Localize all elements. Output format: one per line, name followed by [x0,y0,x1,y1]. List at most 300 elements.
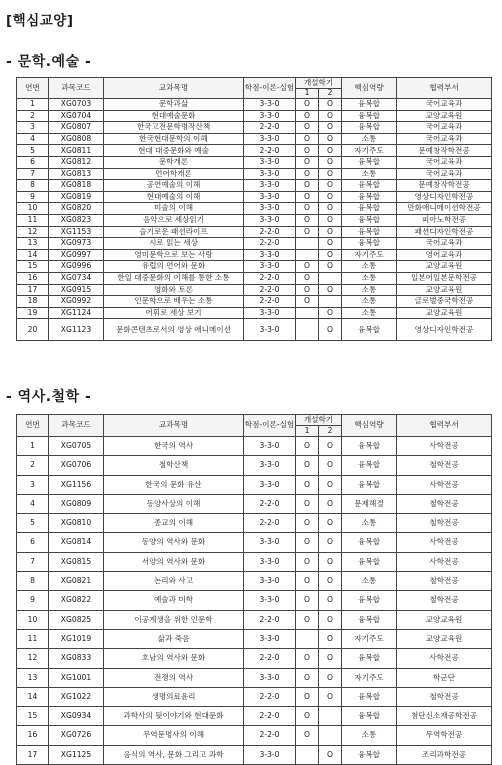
cell-competency: 자기주도 [342,249,397,261]
cell-credit: 3-3-0 [244,168,296,180]
cell-sem1: O [296,272,319,284]
cell-sem1: O [296,649,319,668]
cell-name: 이공계생을 위한 인문학 [104,610,244,629]
cell-dept: 사학전공 [397,475,492,494]
cell-dept: 철학전공 [397,494,492,513]
cell-name: 한국고전문학명작산책 [104,122,244,134]
cell-dept: 교양교육원 [397,629,492,648]
table-row [17,122,492,134]
cell-competency: 융복합 [342,437,397,456]
cell-no: 6 [17,533,49,552]
cell-name: 한국현대문학의 이해 [104,133,244,145]
cell-dept: 사학전공 [397,649,492,668]
cell-competency: 융복합 [342,156,397,168]
cell-competency: 자기주도 [342,145,397,157]
cell-dept: 문예창작학전공 [397,145,492,157]
cell-sem1: O [296,726,319,745]
cell-no: 8 [17,572,49,591]
history-philosophy-table-body [17,437,492,765]
cell-dept: 사학전공 [397,533,492,552]
cell-competency: 융복합 [342,456,397,475]
header-no: 연번 [17,415,49,437]
cell-name: 슬기로운 패션라이프 [104,226,244,238]
cell-sem1: O [296,296,319,308]
cell-sem2: O [319,319,342,341]
cell-name: 어휘로 세상 보기 [104,307,244,319]
cell-dept: 국어교육과 [397,122,492,134]
cell-competency: 융복합 [342,591,397,610]
cell-sem2 [319,726,342,745]
cell-competency: 융복합 [342,552,397,571]
cell-name: 한일 대중문화의 이해를 통한 소통 [104,272,244,284]
cell-no: 1 [17,99,49,111]
cell-code: XG1022 [49,687,104,706]
cell-dept: 무역학전공 [397,726,492,745]
cell-sem1 [296,629,319,648]
header-competency: 핵심역량 [342,78,397,99]
cell-sem2: O [319,226,342,238]
cell-sem1: O [296,533,319,552]
cell-sem2: O [319,591,342,610]
cell-code: XG0813 [49,168,104,180]
cell-code: XG0808 [49,133,104,145]
cell-sem1 [296,307,319,319]
cell-credit: 2-2-0 [244,226,296,238]
cell-sem1: O [296,514,319,533]
cell-credit: 2-2-0 [244,707,296,726]
cell-name: 음식의 역사, 문화 그리고 과학 [104,745,244,764]
table-row [17,437,492,456]
table-row [17,203,492,215]
cell-credit: 2-2-0 [244,514,296,533]
cell-sem1: O [296,156,319,168]
cell-credit: 2-2-0 [244,494,296,513]
header-name: 교과목명 [104,415,244,437]
cell-name: 공연예술의 이해 [104,180,244,192]
header-sem1: 1 [296,426,319,437]
cell-sem1: O [296,437,319,456]
section-title-literature-arts: - 문학.예술 - [6,54,92,70]
cell-name: 예술과 미학 [104,591,244,610]
cell-competency: 융복합 [342,122,397,134]
cell-code: XG0996 [49,261,104,273]
cell-no: 2 [17,456,49,475]
table-row [17,475,492,494]
cell-credit: 2-2-0 [244,122,296,134]
table-row [17,649,492,668]
cell-sem1 [296,745,319,764]
literature-arts-table-body [17,99,492,341]
cell-code: XG0812 [49,156,104,168]
cell-name: 현대 대중문화와 예술 [104,145,244,157]
cell-no: 13 [17,238,49,250]
cell-dept: 교양교육원 [397,284,492,296]
cell-dept: 국어교육과 [397,168,492,180]
cell-sem2 [319,296,342,308]
cell-no: 5 [17,514,49,533]
cell-sem1 [296,249,319,261]
cell-dept: 패션디자인학전공 [397,226,492,238]
table-row [17,591,492,610]
cell-name: 동양의 역사와 문화 [104,533,244,552]
cell-sem1: O [296,456,319,475]
cell-code: XG0820 [49,203,104,215]
cell-no: 12 [17,649,49,668]
cell-code: XG0997 [49,249,104,261]
cell-sem1: O [296,180,319,192]
cell-credit: 3-3-0 [244,745,296,764]
cell-competency: 융복합 [342,707,397,726]
cell-credit: 3-3-0 [244,261,296,273]
table-row [17,284,492,296]
cell-dept: 국어교육과 [397,238,492,250]
cell-code: XG1124 [49,307,104,319]
cell-competency: 융복합 [342,238,397,250]
table-row [17,319,492,341]
cell-no: 18 [17,296,49,308]
cell-sem2: O [319,745,342,764]
cell-competency: 융복합 [342,110,397,122]
cell-dept: 사학전공 [397,552,492,571]
cell-dept: 국어교육과 [397,156,492,168]
cell-sem1: O [296,145,319,157]
cell-sem2: O [319,456,342,475]
cell-code: XG1123 [49,319,104,341]
cell-sem2: O [319,572,342,591]
table-row [17,226,492,238]
cell-code: XG1019 [49,629,104,648]
cell-competency: 융복합 [342,203,397,215]
cell-sem2: O [319,180,342,192]
table-row [17,629,492,648]
cell-sem1: O [296,191,319,203]
cell-competency: 융복합 [342,99,397,111]
cell-credit: 3-3-0 [244,133,296,145]
cell-sem1 [296,319,319,341]
cell-sem2: O [319,649,342,668]
cell-code: XG0915 [49,284,104,296]
cell-credit: 3-3-0 [244,180,296,192]
cell-dept: 철학전공 [397,572,492,591]
cell-competency: 소통 [342,572,397,591]
cell-name: 유럽의 언어와 문화 [104,261,244,273]
header-dept: 협력부서 [397,415,492,437]
cell-name: 과학사의 뒷이야기와 현대문화 [104,707,244,726]
cell-no: 12 [17,226,49,238]
cell-code: XG0814 [49,533,104,552]
cell-name: 삶과 죽음 [104,629,244,648]
cell-name: 전쟁의 역사 [104,668,244,687]
cell-dept: 철학전공 [397,687,492,706]
cell-no: 17 [17,284,49,296]
cell-sem2: O [319,307,342,319]
cell-sem1: O [296,610,319,629]
cell-name: 논리와 사고 [104,572,244,591]
cell-no: 3 [17,475,49,494]
cell-sem2: O [319,668,342,687]
cell-sem2: O [319,514,342,533]
cell-no: 17 [17,745,49,764]
cell-sem1: O [296,133,319,145]
cell-sem1: O [296,214,319,226]
cell-dept: 글로벌중국학전공 [397,296,492,308]
header-credit: 학점-이론-실험 [244,78,296,99]
header-sem2: 2 [319,88,342,99]
cell-no: 10 [17,610,49,629]
cell-sem1 [296,238,319,250]
cell-credit: 3-3-0 [244,475,296,494]
cell-credit: 3-3-0 [244,156,296,168]
cell-dept: 영어교육과 [397,249,492,261]
cell-code: XG0734 [49,272,104,284]
cell-dept: 학군단 [397,668,492,687]
cell-no: 9 [17,591,49,610]
cell-sem1: O [296,475,319,494]
cell-code: XG0815 [49,552,104,571]
cell-competency: 소통 [342,296,397,308]
page-title: [핵심교양] [6,13,74,29]
table-row [17,214,492,226]
cell-name: 무역문명사의 이해 [104,726,244,745]
cell-no: 19 [17,307,49,319]
cell-name: 생명의료윤리 [104,687,244,706]
table-row [17,707,492,726]
cell-credit: 2-2-0 [244,238,296,250]
table-row [17,249,492,261]
table-row [17,552,492,571]
cell-competency: 소통 [342,307,397,319]
cell-no: 14 [17,249,49,261]
cell-sem1: O [296,591,319,610]
cell-dept: 첨단신소재공학전공 [397,707,492,726]
cell-competency: 소통 [342,133,397,145]
cell-competency: 융복합 [342,533,397,552]
cell-sem2: O [319,133,342,145]
table-row [17,687,492,706]
cell-name: 영화와 토론 [104,284,244,296]
cell-competency: 소통 [342,284,397,296]
cell-sem2: O [319,110,342,122]
header-sem1: 1 [296,88,319,99]
cell-credit: 3-3-0 [244,214,296,226]
cell-name: 동양사상의 이해 [104,494,244,513]
table-row [17,572,492,591]
cell-sem2: O [319,156,342,168]
cell-credit: 3-3-0 [244,249,296,261]
cell-name: 미술의 이해 [104,203,244,215]
cell-sem1: O [296,122,319,134]
cell-dept: 일본어일본문학전공 [397,272,492,284]
cell-sem2: O [319,203,342,215]
cell-credit: 3-3-0 [244,533,296,552]
cell-code: XG0934 [49,707,104,726]
cell-sem2: O [319,238,342,250]
table-row [17,156,492,168]
cell-code: XG1001 [49,668,104,687]
cell-sem1: O [296,99,319,111]
cell-credit: 3-3-0 [244,99,296,111]
table-row [17,494,492,513]
cell-name: 시로 읽는 세상 [104,238,244,250]
table-row [17,238,492,250]
cell-sem2: O [319,99,342,111]
cell-sem1: O [296,668,319,687]
table-row [17,726,492,745]
cell-credit: 3-3-0 [244,668,296,687]
cell-sem2: O [319,437,342,456]
cell-sem2: O [319,687,342,706]
cell-no: 8 [17,180,49,192]
cell-no: 4 [17,133,49,145]
cell-code: XG0705 [49,437,104,456]
cell-credit: 3-3-0 [244,456,296,475]
cell-code: XG0973 [49,238,104,250]
cell-code: XG1153 [49,226,104,238]
cell-credit: 3-3-0 [244,591,296,610]
table-row [17,133,492,145]
cell-name: 철학산책 [104,456,244,475]
header-no: 연번 [17,78,49,99]
cell-sem2: O [319,494,342,513]
cell-name: 종교의 이해 [104,514,244,533]
cell-code: XG0703 [49,99,104,111]
cell-dept: 철학전공 [397,514,492,533]
header-semester: 개설학기 [296,78,342,89]
cell-credit: 3-3-0 [244,552,296,571]
cell-code: XG0833 [49,649,104,668]
cell-no: 6 [17,156,49,168]
cell-no: 4 [17,494,49,513]
cell-code: XG0810 [49,514,104,533]
cell-sem2: O [319,552,342,571]
header-competency: 핵심역량 [342,415,397,437]
table-row [17,191,492,203]
cell-credit: 2-2-0 [244,726,296,745]
table-row [17,99,492,111]
cell-competency: 자기주도 [342,668,397,687]
cell-competency: 융복합 [342,649,397,668]
cell-name: 문학개론 [104,156,244,168]
table-row [17,145,492,157]
cell-sem2: O [319,214,342,226]
cell-sem1: O [296,552,319,571]
cell-sem2: O [319,284,342,296]
cell-dept: 사학전공 [397,437,492,456]
cell-code: XG1125 [49,745,104,764]
table-row [17,745,492,764]
cell-code: XG0811 [49,145,104,157]
cell-code: XG0818 [49,180,104,192]
cell-dept: 조리과학전공 [397,745,492,764]
cell-no: 5 [17,145,49,157]
cell-dept: 교양교육원 [397,110,492,122]
cell-no: 11 [17,629,49,648]
cell-dept: 영상디자인학전공 [397,191,492,203]
cell-no: 7 [17,168,49,180]
cell-sem1: O [296,226,319,238]
cell-sem2 [319,707,342,726]
header-dept: 협력부서 [397,78,492,99]
cell-sem2: O [319,261,342,273]
cell-credit: 2-2-0 [244,649,296,668]
table-row [17,456,492,475]
cell-sem2: O [319,168,342,180]
cell-sem1: O [296,203,319,215]
cell-sem2: O [319,249,342,261]
table-row [17,180,492,192]
cell-credit: 3-3-0 [244,110,296,122]
cell-sem2: O [319,145,342,157]
cell-credit: 2-2-0 [244,687,296,706]
cell-sem1: O [296,707,319,726]
cell-code: XG0809 [49,494,104,513]
cell-credit: 2-2-0 [244,610,296,629]
cell-competency: 소통 [342,514,397,533]
cell-name: 문학과삶 [104,99,244,111]
table-row [17,533,492,552]
history-philosophy-course-table [16,414,492,765]
header-credit: 학점-이론-실험 [244,415,296,437]
header-semester: 개설학기 [296,415,342,426]
literature-arts-course-table [16,77,492,341]
cell-code: XG0825 [49,610,104,629]
cell-competency: 소통 [342,261,397,273]
cell-credit: 3-3-0 [244,191,296,203]
cell-name: 서양의 역사와 문화 [104,552,244,571]
cell-dept: 철학전공 [397,456,492,475]
cell-credit: 3-3-0 [244,319,296,341]
table-row [17,610,492,629]
cell-name: 현대예술문화 [104,110,244,122]
cell-name: 현대예술의 이해 [104,191,244,203]
cell-no: 2 [17,110,49,122]
cell-dept: 문예창작학전공 [397,180,492,192]
header-code: 과목코드 [49,78,104,99]
cell-name: 음악으로 세상읽기 [104,214,244,226]
cell-code: XG0807 [49,122,104,134]
cell-code: XG1156 [49,475,104,494]
cell-dept: 국어교육과 [397,133,492,145]
cell-competency: 융복합 [342,687,397,706]
cell-no: 15 [17,261,49,273]
cell-no: 13 [17,668,49,687]
cell-no: 16 [17,726,49,745]
cell-code: XG0726 [49,726,104,745]
cell-dept: 만화애니메이션학전공 [397,203,492,215]
cell-competency: 융복합 [342,610,397,629]
cell-sem2: O [319,122,342,134]
cell-competency: 소통 [342,272,397,284]
table-row [17,668,492,687]
cell-name: 한국의 역사 [104,437,244,456]
cell-competency: 융복합 [342,745,397,764]
cell-no: 11 [17,214,49,226]
cell-sem1: O [296,687,319,706]
cell-name: 문화콘텐츠로서의 영상 애니메이션 [104,319,244,341]
cell-credit: 3-3-0 [244,629,296,648]
cell-code: XG0992 [49,296,104,308]
cell-no: 20 [17,319,49,341]
table-row [17,307,492,319]
cell-sem2: O [319,610,342,629]
cell-name: 한국의 문화 유산 [104,475,244,494]
cell-dept: 피아노학전공 [397,214,492,226]
cell-code: XG0822 [49,591,104,610]
cell-competency: 융복합 [342,475,397,494]
cell-code: XG0819 [49,191,104,203]
cell-competency: 소통 [342,168,397,180]
section-title-history-philosophy: - 역사.철학 - [6,389,92,405]
